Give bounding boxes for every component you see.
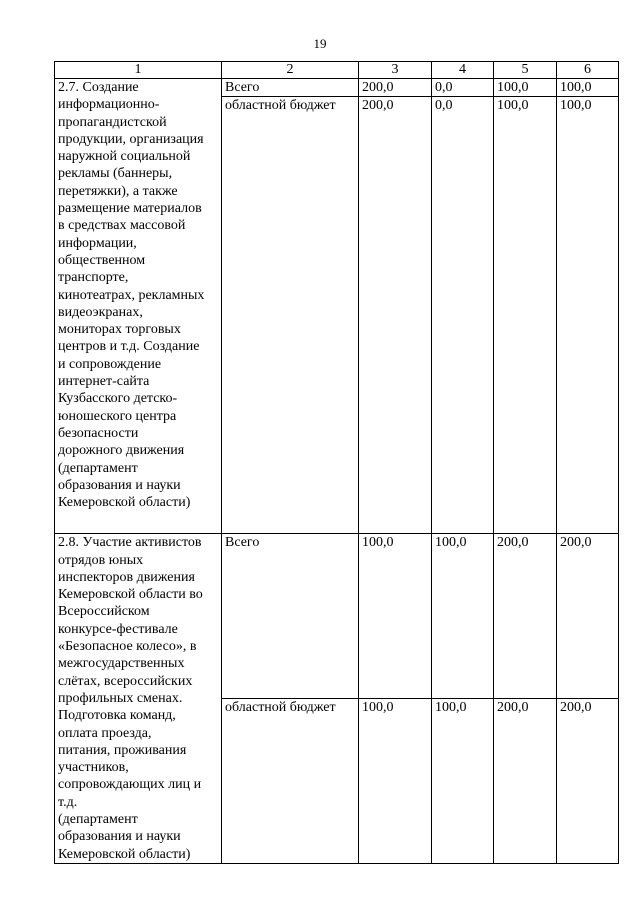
column-header: 6 <box>557 62 619 79</box>
column-header: 2 <box>222 62 359 79</box>
amount-cell: 200,0 <box>359 97 432 534</box>
table-row <box>55 534 619 699</box>
amount-cell: 0,0 <box>432 79 494 97</box>
amount-cell: 100,0 <box>432 534 494 699</box>
measure-description: 2.8. Участие активистов отрядов юных инспекторов движения Кемеровской области во Всероссийском конкурсе-фестивале «Безопасное колесо», в межгосударственных слётах, всероссийских профильных сменах. Подготовка команд, оплата проезда, питания, проживания участников, сопровождающих лиц и т.д. (департамент образования и науки Кемеровской области) <box>55 534 222 864</box>
funding-source: областной бюджет <box>222 97 359 534</box>
measure-description: 2.7. Создание информационно- пропагандистской продукции, организация наружной социальной рекламы (баннеры, перетяжки), а также размещение материалов в средствах массовой информации, общественном транспорте, кинотеатрах, рекламных видеоэкранах, мониторах торговых центров и т.д. Создание и сопровождение интернет-сайта Кузбасского детско- юношеского центра безопасности дорожного движения (департамент образования и науки Кемеровской области) <box>55 79 222 534</box>
table-header-row <box>55 62 619 79</box>
amount-cell: 100,0 <box>359 534 432 699</box>
funding-source: Всего <box>222 79 359 97</box>
amount-cell: 100,0 <box>494 79 557 97</box>
funding-source: Всего <box>222 534 359 699</box>
column-header: 3 <box>359 62 432 79</box>
amount-cell: 0,0 <box>432 97 494 534</box>
amount-cell: 200,0 <box>494 699 557 864</box>
budget-table <box>54 61 619 864</box>
amount-cell: 200,0 <box>494 534 557 699</box>
amount-cell: 100,0 <box>557 97 619 534</box>
funding-source: областной бюджет <box>222 699 359 864</box>
amount-cell: 100,0 <box>494 97 557 534</box>
column-header: 1 <box>55 62 222 79</box>
table-row <box>55 79 619 97</box>
amount-cell: 200,0 <box>557 534 619 699</box>
column-header: 4 <box>432 62 494 79</box>
amount-cell: 100,0 <box>557 79 619 97</box>
amount-cell: 100,0 <box>432 699 494 864</box>
page-number: 19 <box>313 36 327 51</box>
amount-cell: 200,0 <box>359 79 432 97</box>
amount-cell: 100,0 <box>359 699 432 864</box>
column-header: 5 <box>494 62 557 79</box>
amount-cell: 200,0 <box>557 699 619 864</box>
